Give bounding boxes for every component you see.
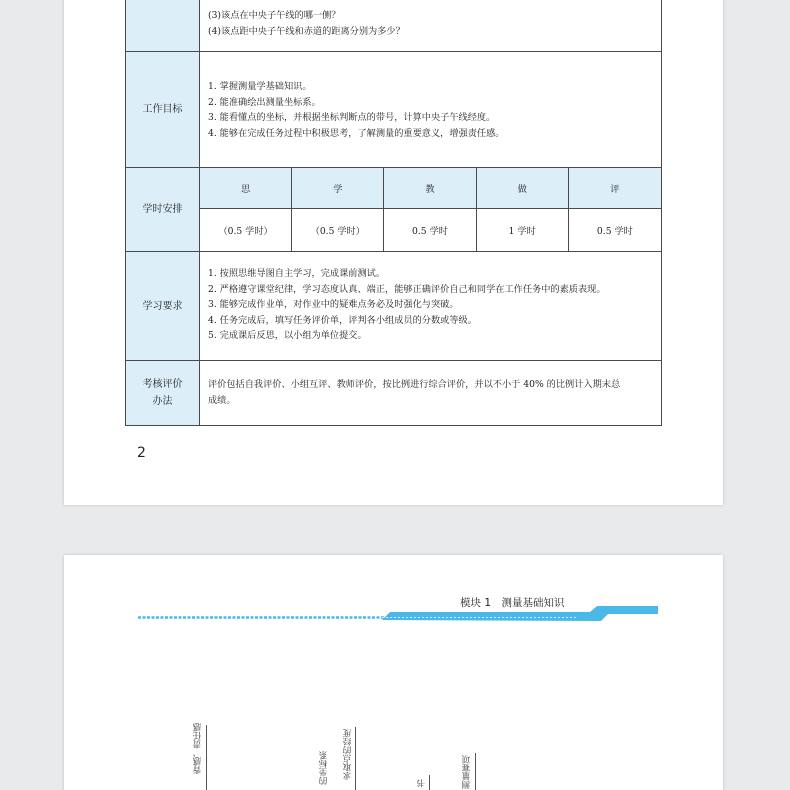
schedule-hours-do: 1 学时 <box>477 209 569 251</box>
goal-item: 3. 能看懂点的坐标，并根据坐标判断点的带号，计算中央子午线经度。 <box>208 112 496 123</box>
assessment-label-line: 办法 <box>152 396 173 407</box>
assessment-label-line: 考核评价 <box>142 379 183 390</box>
task-row <box>126 0 661 52</box>
schedule-label: 学时安排 <box>126 168 200 251</box>
schedule-hours-teach: 0.5 学时 <box>384 209 476 251</box>
assessment-content <box>200 361 661 425</box>
rotated-text-3: 求取点的经度 <box>343 729 353 780</box>
assessment-text: 成绩。 <box>208 394 236 406</box>
requirement-item: 4. 任务完成后，填写任务评价单，评判各小组成员的分数或等级。 <box>208 314 477 326</box>
goals-content <box>200 52 661 167</box>
rotated-divider <box>206 725 207 790</box>
module-header-title: 模块 1 测量基础知识 <box>460 597 565 609</box>
schedule-grid <box>200 168 661 251</box>
assessment-row <box>126 361 661 426</box>
task-line: (4)该点距中央子午线和赤道的距离分别为多少？ <box>208 25 405 37</box>
schedule-hours-think: （0.5 学时） <box>200 209 292 251</box>
task-info-table <box>125 0 662 426</box>
schedule-row <box>126 168 661 252</box>
goal-item: 4. 能够在完成任务过程中积极思考，了解测量的重要意义，增强责任感。 <box>208 127 505 139</box>
task-content <box>200 0 661 51</box>
schedule-header-do: 做 <box>477 168 569 209</box>
goal-item: 2. 能准确绘出测量坐标系。 <box>208 96 321 108</box>
requirement-item: 1. 按照思维导图自主学习，完成课前测试。 <box>208 268 386 279</box>
requirement-item: 2. 严格遵守课堂纪律，学习态度认真、端正，能够正确评价自己和同学在工作任务中的素质表现。 <box>208 283 606 295</box>
rotated-text-2: 的坐标系 <box>319 751 329 785</box>
rotated-text-1: 背感，责任感 <box>193 723 203 774</box>
rotated-text-4: 书 <box>417 779 427 788</box>
assessment-label <box>126 361 200 425</box>
goal-item: 1. 掌握测量学基础知识。 <box>208 81 312 92</box>
requirements-row <box>126 252 661 361</box>
rotated-text-5: 测量赛项 <box>462 755 472 789</box>
requirements-content <box>200 252 661 360</box>
page-3-sheet <box>64 555 723 790</box>
goals-row <box>126 52 661 168</box>
assessment-text: 评价包括自我评价、小组互评、教师评价，按比例进行综合评价，并以不小于 40% 的比例计入期末总 <box>208 379 621 390</box>
page-number: 2 <box>137 445 146 461</box>
requirements-label: 学习要求 <box>126 252 200 360</box>
requirement-item: 3. 能够完成作业单，对作业中的疑难点务必及时强化与突破。 <box>208 299 459 310</box>
rotated-divider <box>475 753 476 790</box>
schedule-hours-learn: （0.5 学时） <box>292 209 384 251</box>
goals-label: 工作目标 <box>126 52 200 167</box>
rotated-divider <box>355 727 356 790</box>
schedule-header-evaluate: 评 <box>569 168 661 209</box>
header-decorative-band <box>138 601 658 623</box>
page-2-sheet <box>64 0 723 505</box>
task-line: (3)该点在中央子午线的哪一侧？ <box>208 10 341 21</box>
task-label <box>126 0 200 51</box>
schedule-header-learn: 学 <box>292 168 384 209</box>
rotated-divider <box>429 775 430 790</box>
requirement-item: 5. 完成课后反思，以小组为单位提交。 <box>208 330 367 341</box>
schedule-hours-evaluate: 0.5 学时 <box>596 226 633 237</box>
schedule-header-think: 思 <box>200 168 292 209</box>
schedule-header-teach: 教 <box>384 168 476 209</box>
